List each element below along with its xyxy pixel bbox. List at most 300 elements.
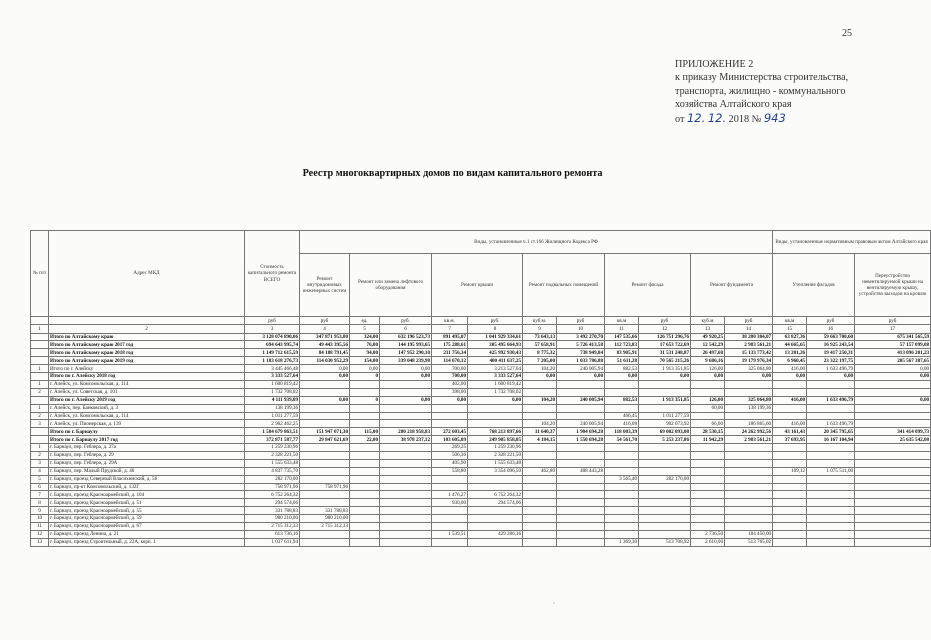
value-cell [432, 507, 468, 515]
value-cell: 272 603,45 [432, 428, 468, 436]
value-cell [855, 483, 931, 491]
value-cell [557, 380, 605, 388]
unit-cell: куб.м [691, 317, 725, 325]
value-cell: 83 905,91 [605, 349, 639, 357]
row-index-cell [31, 341, 49, 349]
value-cell [725, 467, 773, 475]
table-total-row [31, 396, 931, 404]
value-cell: 3 565,40 [605, 475, 639, 483]
value-cell [773, 444, 807, 452]
value-cell [725, 483, 773, 491]
value-cell: 240 005,94 [557, 365, 605, 373]
value-cell [557, 412, 605, 420]
value-cell: 3 333 527,64 [468, 373, 523, 381]
value-cell: 3 213 527,64 [468, 365, 523, 373]
value-cell [300, 459, 350, 467]
value-cell: 44 665,65 [773, 341, 807, 349]
value-cell: 104,20 [523, 365, 557, 373]
value-cell: 1 600 819,42 [468, 380, 523, 388]
row-index-cell: 4 [31, 467, 49, 475]
address-cell: г. Барнаул, пр-кт Комсомольский, д. 132Г [49, 483, 245, 491]
value-cell [350, 420, 380, 428]
value-cell [523, 515, 557, 523]
value-cell: 1 149 712 615,59 [245, 349, 300, 357]
value-cell: 0,00 [855, 365, 931, 373]
value-cell: 6 960,45 [773, 357, 807, 365]
appendix-date-line [675, 112, 895, 126]
row-index-cell: 5 [31, 475, 49, 483]
value-cell [468, 420, 523, 428]
appendix-block [675, 58, 895, 126]
value-cell: 12 542,29 [691, 341, 725, 349]
value-cell [300, 530, 350, 538]
value-cell [300, 380, 350, 388]
value-cell [725, 412, 773, 420]
value-cell [807, 491, 855, 499]
value-cell [523, 538, 557, 546]
value-cell: 184 450,00 [725, 530, 773, 538]
value-cell: 147 952 290,10 [380, 349, 432, 357]
value-cell: 1 913 351,85 [639, 396, 691, 404]
value-cell [523, 483, 557, 491]
value-cell: 37 693,95 [773, 436, 807, 444]
value-cell: 38 280 304,07 [725, 333, 773, 341]
value-cell [432, 538, 468, 546]
value-cell [380, 475, 432, 483]
table-row [31, 499, 931, 507]
table-total-row [31, 436, 931, 444]
value-cell: 3 492 270,70 [557, 333, 605, 341]
value-cell [468, 483, 523, 491]
value-cell: 4 184,15 [523, 436, 557, 444]
handwritten-month: 12. [707, 110, 727, 125]
value-cell: 11 942,29 [691, 436, 725, 444]
value-cell [773, 499, 807, 507]
address-cell: г. Алейск, ул. Комсомольская, д. 114 [49, 412, 245, 420]
unit-cell: руб. [468, 317, 523, 325]
value-cell [380, 499, 432, 507]
table-row [31, 530, 931, 538]
value-cell: 69 002 093,08 [639, 428, 691, 436]
value-cell [380, 467, 432, 475]
document-title: Реестр многоквартирных домов по видам капитального ремонта [302, 168, 603, 179]
value-cell: 1 369,30 [605, 538, 639, 546]
value-cell: 57 157 099,08 [855, 341, 931, 349]
value-cell: 43 161,43 [773, 428, 807, 436]
value-cell [300, 491, 350, 499]
value-cell [691, 444, 725, 452]
value-cell: 347 871 953,80 [300, 333, 350, 341]
value-cell [605, 451, 639, 459]
value-cell: 118 003,39 [605, 428, 639, 436]
value-cell [691, 491, 725, 499]
value-cell [557, 444, 605, 452]
value-cell [605, 404, 639, 412]
value-cell [523, 475, 557, 483]
value-cell [855, 388, 931, 396]
row-index-cell: 8 [31, 499, 49, 507]
value-cell: 613 736,16 [245, 530, 300, 538]
value-cell: 513 708,92 [639, 538, 691, 546]
value-cell [350, 530, 380, 538]
value-cell [639, 515, 691, 523]
address-cell: г. Алейск, пер. Банковский, д. 3 [49, 404, 245, 412]
value-cell [691, 380, 725, 388]
value-cell: 126,00 [691, 396, 725, 404]
value-cell: 1 904 694,28 [557, 428, 605, 436]
value-cell [350, 522, 380, 530]
value-cell [468, 404, 523, 412]
value-cell: 1 550 694,28 [557, 436, 605, 444]
value-cell: 1 037 611,94 [245, 538, 300, 546]
column-number-cell: 7 [432, 325, 468, 333]
value-cell: 24 262 992,56 [725, 428, 773, 436]
table-row [31, 538, 931, 546]
value-cell: 11 640,37 [523, 428, 557, 436]
value-cell [725, 507, 773, 515]
value-cell [350, 499, 380, 507]
value-cell: 416,00 [773, 396, 807, 404]
value-cell [605, 522, 639, 530]
value-cell: 1 732 708,02 [468, 388, 523, 396]
value-cell: 28 530,15 [691, 428, 725, 436]
value-cell [350, 451, 380, 459]
value-cell: 154,00 [350, 357, 380, 365]
order-number-label: № [751, 113, 762, 125]
value-cell: 175 288,61 [432, 341, 468, 349]
unit-cell: куб.м. [523, 317, 557, 325]
value-cell: 294 574,06 [245, 499, 300, 507]
row-index-cell: 1 [31, 444, 49, 452]
value-cell [773, 483, 807, 491]
value-cell: 1 476,27 [432, 491, 468, 499]
value-cell: 94,00 [350, 349, 380, 357]
value-cell [432, 483, 468, 491]
column-number-cell: 8 [468, 325, 523, 333]
row-index-cell: 13 [31, 538, 49, 546]
column-number-cell: 14 [725, 325, 773, 333]
value-cell [350, 444, 380, 452]
value-cell: 126 751 296,76 [639, 333, 691, 341]
value-cell [300, 412, 350, 420]
table-total-row [31, 341, 931, 349]
value-cell [605, 380, 639, 388]
row-index-cell [31, 357, 49, 365]
unit-cell [49, 317, 245, 325]
appendix-line-1: к приказу Министерства строительства, [675, 72, 849, 84]
value-cell: 126,00 [691, 365, 725, 373]
value-cell: 2 715 312,33 [245, 522, 300, 530]
value-cell: 400 411 637,25 [468, 357, 523, 365]
value-cell: 31 531 248,87 [639, 349, 691, 357]
value-cell [557, 491, 605, 499]
row-index-cell: 7 [31, 491, 49, 499]
value-cell [557, 483, 605, 491]
value-cell [691, 499, 725, 507]
column-number-cell: 15 [773, 325, 807, 333]
table-total-row [31, 373, 931, 381]
value-cell: 402,00 [432, 380, 468, 388]
value-cell [773, 404, 807, 412]
header-total-cost: Стоимость капитального ремонта ВСЕГО [245, 231, 300, 317]
value-cell [605, 459, 639, 467]
value-cell [350, 491, 380, 499]
column-number-cell: 9 [523, 325, 557, 333]
header-num: № п/п [31, 231, 49, 317]
value-cell [807, 538, 855, 546]
value-cell: 280 218 958,83 [380, 428, 432, 436]
value-cell [350, 380, 380, 388]
table-total-row [31, 333, 931, 341]
value-cell [855, 467, 931, 475]
value-cell [807, 388, 855, 396]
address-cell: г. Барнаул, проезд Северный Власихинский, д. 56 [49, 475, 245, 483]
row-index-cell: 6 [31, 483, 49, 491]
value-cell: 66,00 [691, 420, 725, 428]
value-cell: 405,90 [432, 459, 468, 467]
value-cell: 138 199,36 [725, 404, 773, 412]
table-row [31, 412, 931, 420]
value-cell: 1 732 708,02 [245, 388, 300, 396]
value-cell [639, 483, 691, 491]
unit-cell: ед. [350, 317, 380, 325]
value-cell [350, 467, 380, 475]
value-cell [807, 483, 855, 491]
value-cell: 26 497,68 [691, 349, 725, 357]
value-cell [773, 507, 807, 515]
column-number-cell: 17 [855, 325, 931, 333]
address-cell: г. Барнаул, проезд Строительный, д. 22А, корп. 1 [49, 538, 245, 546]
value-cell [855, 499, 931, 507]
row-index-cell [31, 333, 49, 341]
unit-cell: кв.м. [432, 317, 468, 325]
table-row [31, 467, 931, 475]
table-row [31, 491, 931, 499]
value-cell [605, 467, 639, 475]
value-cell: 240 005,94 [557, 420, 605, 428]
value-cell: 1 555 633,48 [468, 459, 523, 467]
date-year: 2018 [728, 113, 750, 125]
value-cell [557, 499, 605, 507]
value-cell [639, 380, 691, 388]
column-number-cell: 12 [639, 325, 691, 333]
value-cell [350, 388, 380, 396]
value-cell: 1 033 786,88 [557, 357, 605, 365]
row-index-cell: 2 [31, 412, 49, 420]
value-cell: 73 643,13 [523, 333, 557, 341]
value-cell: 9 686,16 [691, 357, 725, 365]
value-cell: 13 201,26 [773, 349, 807, 357]
table-row [31, 444, 931, 452]
value-cell [350, 404, 380, 412]
value-cell: 331 788,83 [300, 507, 350, 515]
value-cell: 104,20 [523, 420, 557, 428]
value-cell: 0,00 [605, 373, 639, 381]
value-cell: 5 726 413,58 [557, 341, 605, 349]
value-cell [605, 491, 639, 499]
table-row [31, 515, 931, 523]
value-cell [691, 483, 725, 491]
value-cell: 0,00 [380, 365, 432, 373]
value-cell: 84 188 791,45 [300, 349, 350, 357]
value-cell [691, 515, 725, 523]
value-cell [691, 507, 725, 515]
address-cell: Итого по г. Барнаулу 2017 год [49, 436, 245, 444]
value-cell: 425 992 930,43 [468, 349, 523, 357]
value-cell: 325 064,80 [725, 365, 773, 373]
value-cell [773, 388, 807, 396]
value-cell: 930,00 [432, 499, 468, 507]
header-basement: Ремонт подвальных помещений [523, 254, 605, 317]
value-cell [855, 507, 931, 515]
unit-cell: руб [807, 317, 855, 325]
row-index-cell: 3 [31, 420, 49, 428]
value-cell [639, 444, 691, 452]
address-cell: г. Барнаул, проезд Красноармейский, д. 51 [49, 499, 245, 507]
value-cell: 3 128 074 890,06 [245, 333, 300, 341]
value-cell: 341 414 099,73 [855, 428, 931, 436]
value-cell: 0,00 [468, 396, 523, 404]
value-cell [557, 515, 605, 523]
value-cell [855, 404, 931, 412]
table-total-row [31, 349, 931, 357]
value-cell: 416,00 [773, 365, 807, 373]
column-number-cell: 11 [605, 325, 639, 333]
value-cell [855, 491, 931, 499]
value-cell [468, 507, 523, 515]
value-cell: 23 322 197,75 [807, 357, 855, 365]
value-cell [557, 404, 605, 412]
unit-cell: руб [300, 317, 350, 325]
value-cell: 38 978 237,12 [380, 436, 432, 444]
address-cell: Итого по г. Алейску 2019 год [49, 396, 245, 404]
value-cell [380, 444, 432, 452]
address-cell: Итого по Алтайскому краю 2018 год [49, 349, 245, 357]
value-cell [350, 538, 380, 546]
value-cell: 49 443 395,56 [300, 341, 350, 349]
value-cell: 1 633 496,79 [807, 396, 855, 404]
value-cell: 758 971,96 [245, 483, 300, 491]
value-cell: 25 635 542,08 [855, 436, 931, 444]
value-cell [380, 483, 432, 491]
value-cell: 19 417 250,31 [807, 349, 855, 357]
header-facade: Ремонт фасада [605, 254, 691, 317]
value-cell [807, 475, 855, 483]
value-cell [773, 380, 807, 388]
value-cell: 980 210,00 [245, 515, 300, 523]
value-cell [855, 459, 931, 467]
value-cell [557, 530, 605, 538]
header-foundation: Ремонт фундамента [691, 254, 773, 317]
value-cell [639, 507, 691, 515]
value-cell: 882,53 [605, 396, 639, 404]
address-cell: Итого по Алтайскому краю 2017 год [49, 341, 245, 349]
value-cell [855, 451, 931, 459]
value-cell: 700,00 [432, 373, 468, 381]
value-cell: 891 495,07 [432, 333, 468, 341]
value-cell: 758 971,96 [300, 483, 350, 491]
value-cell: 0,00 [773, 373, 807, 381]
value-cell [380, 507, 432, 515]
table-row [31, 451, 931, 459]
value-cell [557, 388, 605, 396]
value-cell: 0,00 [639, 373, 691, 381]
value-cell: 0,00 [691, 373, 725, 381]
value-cell: 147 535,66 [605, 333, 639, 341]
appendix-line-2: транспорта, жилищно - коммунального [675, 85, 846, 97]
table-row [31, 388, 931, 396]
row-index-cell: 10 [31, 515, 49, 523]
value-cell: 151 947 071,30 [300, 428, 350, 436]
value-cell: 16 925 243,54 [807, 341, 855, 349]
value-cell [350, 515, 380, 523]
value-cell: 114 670,12 [432, 357, 468, 365]
value-cell [807, 499, 855, 507]
table-total-row [31, 357, 931, 365]
value-cell: 331 788,83 [245, 507, 300, 515]
value-cell: 416,00 [773, 420, 807, 428]
value-cell: 768 213 897,66 [468, 428, 523, 436]
value-cell [300, 388, 350, 396]
value-cell: 4 111 939,09 [245, 396, 300, 404]
value-cell: 109,12 [773, 467, 807, 475]
header-group-art166: Виды, установленные ч.1 ст.166 Жилищного Кодекса РФ [300, 231, 773, 254]
date-from-label: от [675, 113, 685, 125]
row-index-cell [31, 396, 49, 404]
address-cell: Итого по г. Алейску [49, 365, 245, 373]
value-cell [773, 515, 807, 523]
value-cell [773, 459, 807, 467]
row-index-cell: 2 [31, 451, 49, 459]
row-index-cell [31, 349, 49, 357]
value-cell: 416,08 [605, 420, 639, 428]
value-cell [300, 444, 350, 452]
value-cell: 114 030 952,29 [300, 357, 350, 365]
row-index-cell: 1 [31, 404, 49, 412]
value-cell [380, 538, 432, 546]
value-cell: 0,00 [350, 365, 380, 373]
value-cell [605, 507, 639, 515]
value-cell [855, 412, 931, 420]
value-cell [523, 530, 557, 538]
value-cell: 205 567 387,65 [855, 357, 931, 365]
value-cell [557, 459, 605, 467]
value-cell: 144 195 993,65 [380, 341, 432, 349]
value-cell [725, 380, 773, 388]
value-cell: 1 259 230,96 [468, 444, 523, 452]
value-cell: 1 913 351,85 [639, 365, 691, 373]
table-row [31, 522, 931, 530]
value-cell: 305 495 664,93 [468, 341, 523, 349]
value-cell: 1 539,51 [432, 530, 468, 538]
value-cell: 3 354 096,50 [468, 467, 523, 475]
value-cell: 2 736,50 [691, 530, 725, 538]
value-cell [432, 420, 468, 428]
value-cell: 1 011 277,59 [245, 412, 300, 420]
value-cell: 0,00 [557, 373, 605, 381]
value-cell [350, 507, 380, 515]
value-cell: 76,00 [350, 341, 380, 349]
value-cell [725, 522, 773, 530]
column-number-cell: 13 [691, 325, 725, 333]
value-cell [350, 412, 380, 420]
value-cell [380, 459, 432, 467]
value-cell [557, 475, 605, 483]
value-cell: 0,00 [523, 373, 557, 381]
value-cell [523, 444, 557, 452]
value-cell [300, 420, 350, 428]
value-cell [807, 515, 855, 523]
